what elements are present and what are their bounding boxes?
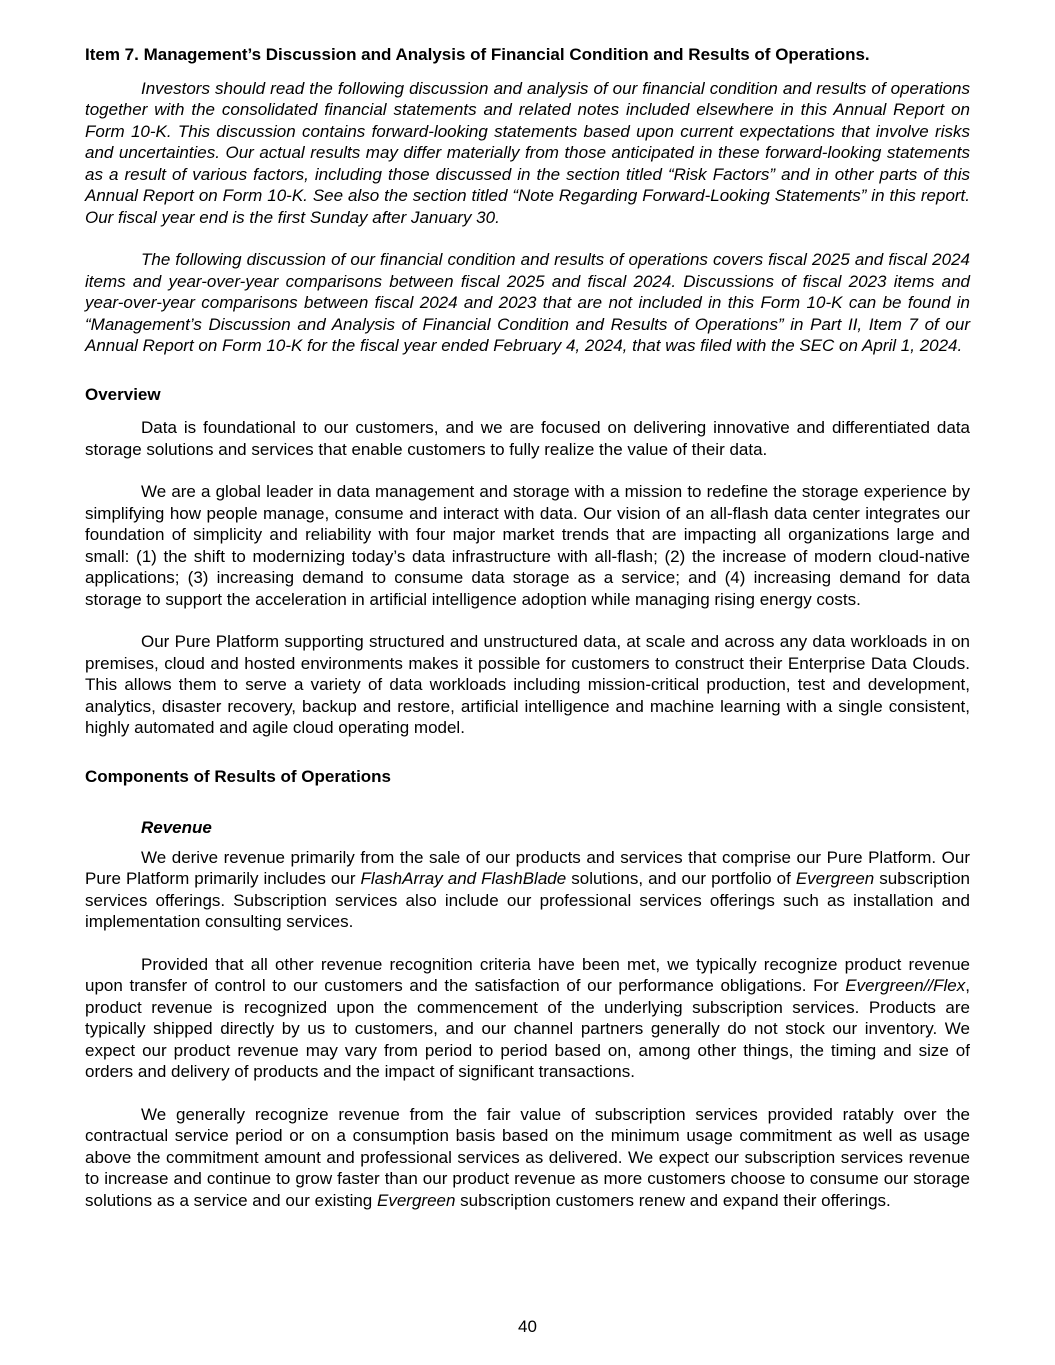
- page-number: 40: [518, 1316, 537, 1336]
- components-of-results-heading: Components of Results of Operations: [85, 766, 392, 786]
- text-segment-flasharray-flashblade: FlashArray and FlashBlade: [360, 869, 567, 888]
- paragraph-global-leader: We are a global leader in data management and storage with a mission to redefine the storage experience by simplifying how people manage, consume and interact with data. Our vision of an all-flash data center integrates our foundation of simplicity and reliability with four major market trends that are impacting all organizations large and small: (1) the shift to modernizing today’s data infrastructure with all-flash; (2) the increase of modern cloud-native applications; (3) increasing demand to consume data storage as a service; and (4) increasing demand for data storage to support the acceleration in artificial intelligence adoption while managing rising energy costs.: [85, 482, 970, 609]
- overview-heading: Overview: [85, 384, 161, 404]
- paragraph-data-foundational: Data is foundational to our customers, and we are focused on delivering innovative and differentiated data storage solutions and services that enable customers to fully realize the value of their data.: [85, 418, 970, 459]
- text-segment: subscription customers renew and expand their offerings.: [455, 1190, 891, 1210]
- text-segment: We derive revenue primarily from the sale of our products and services that comprise our Pure Platform. Our Pure Platform primarily includes our: [85, 847, 970, 888]
- text-segment: solutions: [566, 869, 639, 888]
- paragraph-forward-looking-note: Investors should read the following discussion and analysis of our financial condition and results of operations together with the consolidated financial statements and related notes included elsewhere in this Annual Report on Form 10-K. This discussion contains forward-looking statements based upon current expectations that involve risks and uncertainties. Our actual results may differ materially from those anticipated in these forward-looking statements as a result of various factors, including those discussed in the section titled “Risk Factors” and in other parts of this Annual Report on Form 10-K. See also the section titled “Note Regarding Forward-Looking Statements” in this report. Our fiscal year end is the first Sunday after January 30.: [85, 78, 970, 227]
- text-segment-evergreen: Evergreen: [795, 869, 875, 888]
- paragraph-subscription-revenue: [85, 1104, 970, 1212]
- text-segment: Provided that all other revenue recognition criteria have been met, we typically recognize product revenue upon transfer of control to our customers and the satisfaction of our performance obligations. For: [85, 954, 970, 995]
- item7-heading: Item 7. Management’s Discussion and Analysis of Financial Condition and Results of Operations.: [85, 45, 870, 64]
- paragraph-pure-platform: Our Pure Platform supporting structured and unstructured data, at scale and across any data workloads in on premises, cloud and hosted environments makes it possible for customers to construct their Enterprise Data Clouds. This allows them to serve a variety of data workloads including mission-critical production, test and development, analytics, disaster recovery, backup and restore, artificial intelligence and machine learning with a single consistent, highly automated and agile cloud operating model.: [85, 632, 970, 737]
- text-segment-evergreen-flex: Evergreen//Flex: [845, 976, 966, 995]
- paragraph-fiscal-comparison: The following discussion of our financial condition and results of operations covers fiscal 2025 and fiscal 2024 items and year-over-year comparisons between fiscal 2025 and fiscal 2024. Discussions of fiscal 2023 items and year-over-year comparisons between fiscal 2024 and 2023 that are not included in this Form 10-K can be found in “Management’s Discussion and Analysis of Financial Condition and Results of Operations” in Part II, Item 7 of our Annual Report on Form 10-K for the fiscal year ended February 4, 2024, that was filed with the SEC on April 1, 2024.: [85, 250, 970, 355]
- revenue-subheading: Revenue: [141, 818, 212, 837]
- text-segment: , product revenue is recognized upon the commencement of the underlying subscription services. Products are typically shipped directly by us to customers, and our channel partners generally do not stock our inventory. We expect our product revenue may vary from period to period based on, among other things, the timing and size of orders and delivery of products and the impact of significant transactions.: [85, 976, 970, 1081]
- text-segment: subscription services offerings. Subscription services also include our professional services offerings such as installation and implementation consulting services.: [85, 869, 971, 931]
- paragraph-product-revenue: [85, 954, 970, 1083]
- text-segment-evergreen: Evergreen: [377, 1190, 456, 1210]
- text-segment: We generally recognize revenue from the fair value of subscription services provided ratably over the contractual service period or on a consumption basis based on the minimum usage commitment as well as usage above the commitment amount and professional services as delivered. We expect our subscription services revenue to increase and continue to grow faster than our product revenue as more customers choose to consume our storage solutions as a service and our existing: [85, 1104, 970, 1210]
- text-segment: , and our portfolio of: [638, 869, 796, 888]
- paragraph-revenue-products: [85, 847, 970, 933]
